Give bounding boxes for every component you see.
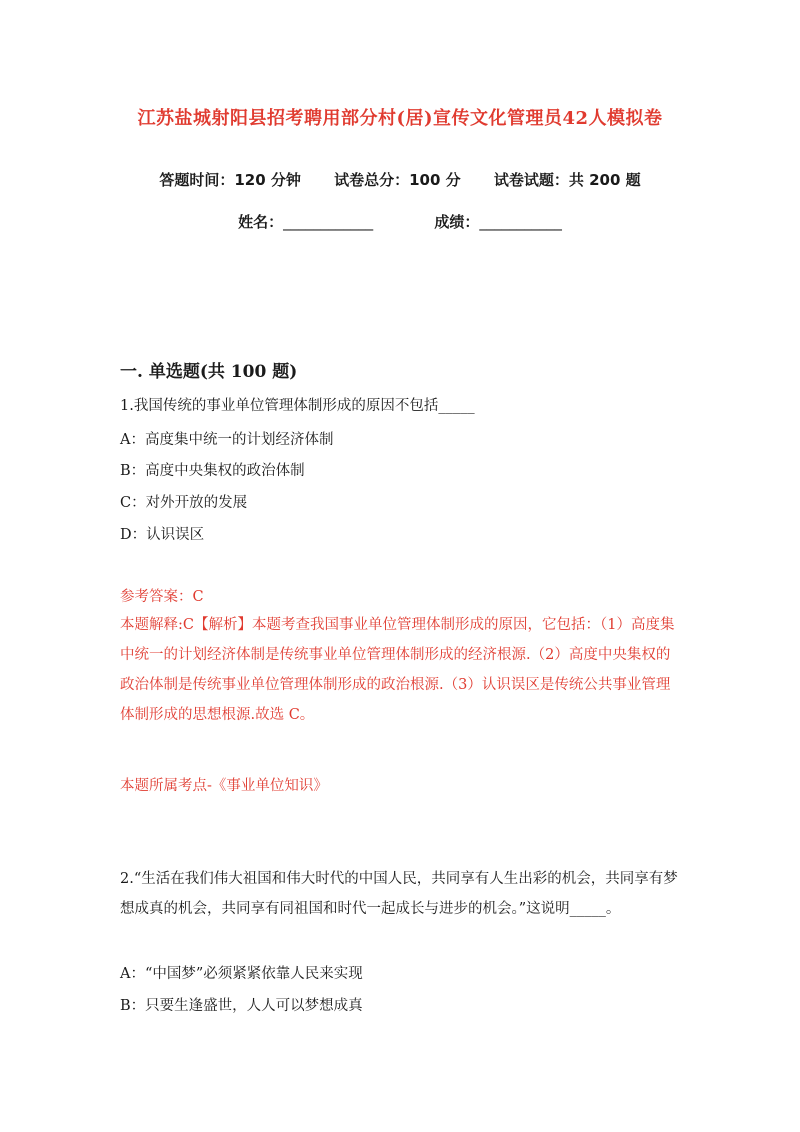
exam-meta [0,169,800,190]
name-label: 姓名： [238,213,284,231]
question-1-topic: 本题所属考点-《事业单位知识》 [120,778,328,794]
question-1-option-c: C：对外开放的发展 [120,495,248,511]
question-1-option-b: B：高度中央集权的政治体制 [120,463,305,479]
exam-total-score: 试卷总分：100 分 [334,171,461,189]
question-1-explanation: 本题解释:C【解析】本题考查我国事业单位管理体制形成的原因，它包括：（1）高度集中统一的计划经济体制是传统事业单位管理体制形成的经济根源.（2）高度中央集权的政治体制是传统事业单位管理体制形成的政治根源.（3）认识误区是传统公共事业管理体制形成的思想根源.故选 C。 [120,617,675,723]
name-score-row [0,211,800,232]
section-heading: 一. 单选题(共 100 题) [120,362,298,382]
question-1-stem: 1.我国传统的事业单位管理体制形成的原因不包括_____ [120,398,475,414]
exam-question-count: 试卷试题：共 200 题 [493,171,641,189]
question-1-option-a: A：高度集中统一的计划经济体制 [120,432,334,448]
score-label: 成绩： [434,213,480,231]
question-1-answer: 参考答案：C [120,589,204,605]
question-2-stem: 2.“生活在我们伟大祖国和伟大时代的中国人民，共同享有人生出彩的机会，共同享有梦想成真的机会，共同享有同祖国和时代一起成长与进步的机会。”这说明_____。 [120,871,678,917]
score-field [434,211,562,232]
question-2-option-a: A：“中国梦”必须紧紧依靠人民来实现 [120,966,363,982]
question-1-option-d: D：认识误区 [120,527,205,543]
score-blank: ___________ [479,213,562,231]
exam-time: 答题时间：120 分钟 [159,171,301,189]
name-field [238,211,373,232]
question-2-option-b: B：只要生逢盛世，人人可以梦想成真 [120,998,363,1014]
name-blank: ____________ [283,213,374,231]
exam-title: 江苏盐城射阳县招考聘用部分村(居)宣传文化管理员42人模拟卷 [137,108,663,129]
